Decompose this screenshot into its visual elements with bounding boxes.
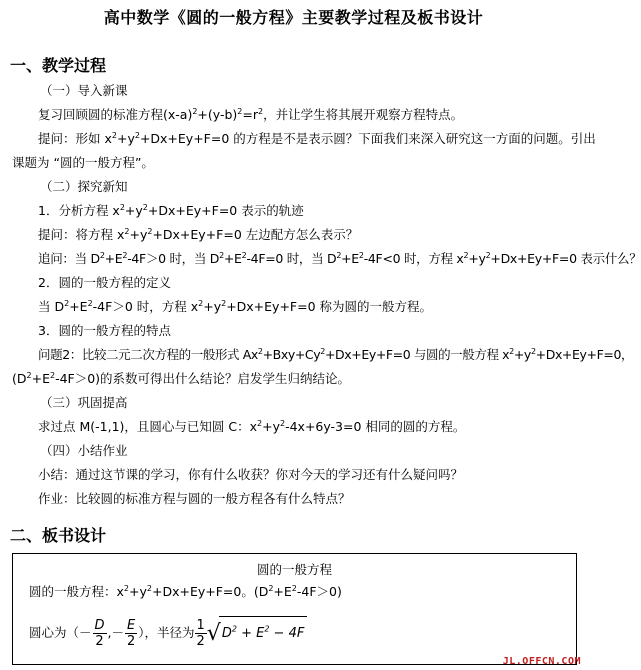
point-1-question: 提问：将方程 $x^2+y^2+Dx+Ey+F=0$ 左边配方怎么表示？ <box>38 226 359 242</box>
point-2: 2．圆的一般方程的定义 <box>38 275 171 290</box>
point-2-definition: 当 $D^2+E^2-4F>0$ 时，方程 $x^2+y^2+Dx+Ey+F=0$ 称为圆的一般方程。 <box>38 298 433 314</box>
intro-paragraph: 复习回顾圆的标准方程$(x-a)^2+(y-b)^2=r^2$，并让学生将其展开观察方程特点。 <box>38 106 464 122</box>
homework-text: 作业：比较圆的标准方程与圆的一般方程各有什么特点？ <box>38 491 351 506</box>
section-heading-teaching-process: 一、教学过程 <box>10 56 107 75</box>
point-1-followup: 追问：当 $D^2+E^2-4F>0$ 时，当 $D^2+E^2-4F=0$ 时，当 $D^2+E^2-4F<0$ 时，方程 $x^2+y^2+Dx+Ey+F=0$ 表示什么？ <box>38 250 641 266</box>
site-watermark: JL.OFFCN.COM <box>502 656 581 667</box>
point-3-question-continued: $(D^2+E^2-4F>0)$的系数可得出什么结论？启发学生归纳结论。 <box>12 370 351 386</box>
exercise: 求过点 M(-1,1)，且圆心与已知圆 C：$x^2+y^2-4x+6y-3=0$ 相同的圆的方程。 <box>38 418 466 434</box>
point-1: 1．分析方程 $x^2+y^2+Dx+Ey+F=0$ 表示的轨迹 <box>38 202 304 218</box>
radius-expression: $D^2 + E^2 - 4F$ <box>219 616 307 651</box>
board-center-radius: 圆心为（－ $\frac{D}{2}$ ,－ $\frac{E}{2}$ ），半径为 $\frac{1}{2}$ $√D^2 + E^2 - 4F$ <box>29 616 307 651</box>
heading-consolidate: （三）巩固提高 <box>40 395 128 410</box>
question-1: 提问：形如 $x^2+y^2+Dx+Ey+F=0$ 的方程是不是表示圆？下面我们来深入研究这一方面的问题。引出 <box>38 130 596 146</box>
fraction-one-half: $\frac{1}{2}$ <box>196 618 205 649</box>
heading-summary: （四）小结作业 <box>40 443 128 458</box>
document-title: 高中数学《圆的一般方程》主要教学过程及板书设计 <box>103 8 484 27</box>
section-heading-board-design: 二、板书设计 <box>10 526 107 545</box>
heading-intro: （一）导入新课 <box>40 83 128 98</box>
board-title: 圆的一般方程 <box>256 562 332 577</box>
fraction-d-over-2: $\frac{D}{2}$ <box>94 618 105 649</box>
board-general-equation: 圆的一般方程：$x^2+y^2+Dx+Ey+F=0$。$(D^2+E^2-4F>0)$ <box>29 583 342 599</box>
heading-explore: （二）探究新知 <box>40 179 128 194</box>
sqrt-icon: √ <box>206 620 221 646</box>
point-3-question: 问题2：比较二元二次方程的一般形式 $Ax^2+Bxy+Cy^2+Dx+Ey+F=0$ 与圆的一般方程 $x^2+y^2+Dx+Ey+F=0$， <box>38 346 634 362</box>
summary-text: 小结：通过这节课的学习，你有什么收获？你对今天的学习还有什么疑问吗？ <box>38 467 464 482</box>
point-3: 3．圆的一般方程的特点 <box>38 323 171 338</box>
question-1-continued: 课题为 “圆的一般方程”。 <box>12 155 154 170</box>
board-design-box <box>12 553 577 665</box>
fraction-e-over-2: $\frac{E}{2}$ <box>127 618 136 649</box>
